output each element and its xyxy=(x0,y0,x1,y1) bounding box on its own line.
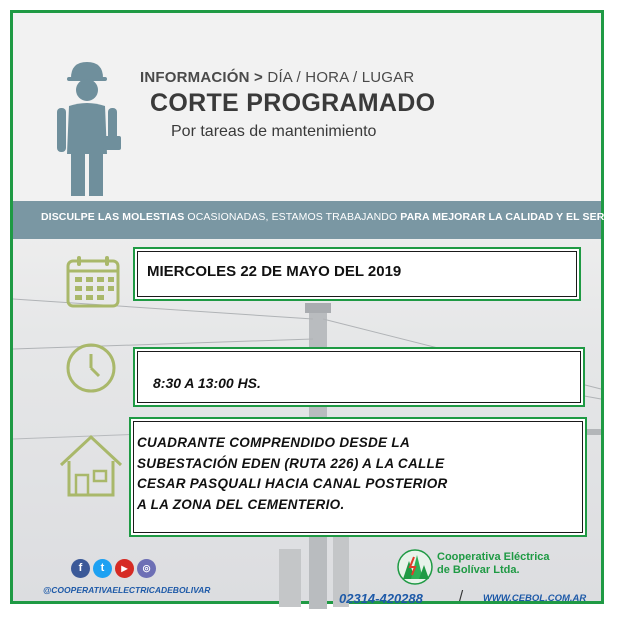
info-thin: DÍA / HORA / LUGAR xyxy=(267,69,415,86)
location-line-1: CUADRANTE COMPRENDIDO DESDE LA xyxy=(137,435,411,450)
youtube-icon[interactable]: ▶ xyxy=(115,559,134,578)
info-line xyxy=(140,69,414,86)
date-text: MIERCOLES 22 DE MAYO DEL 2019 xyxy=(147,263,402,280)
location-line-4: A LA ZONA DEL CEMENTERIO. xyxy=(137,496,345,512)
worker-icon xyxy=(53,58,123,198)
calendar-icon xyxy=(65,255,121,309)
phone-number[interactable]: 02314-420288 xyxy=(339,591,423,606)
cooperative-logo-icon xyxy=(397,547,433,587)
twitter-icon[interactable]: t xyxy=(93,559,112,578)
social-handle[interactable]: @COOPERATIVAELECTRICADEBOLIVAR xyxy=(43,585,211,595)
instagram-icon[interactable]: ◎ xyxy=(137,559,156,578)
cooperative-name xyxy=(437,551,550,577)
page-subtitle: Por tareas de mantenimiento xyxy=(171,123,377,140)
footer-separator: / xyxy=(459,588,464,605)
poster-frame xyxy=(10,10,636,606)
location-line-2: SUBESTACIÓN EDEN (RUTA 226) A LA CALLE xyxy=(137,455,445,471)
clock-icon xyxy=(65,342,117,394)
location-line-3: CESAR PASQUALI HACIA CANAL POSTERIOR xyxy=(137,476,448,491)
page-title: CORTE PROGRAMADO xyxy=(150,89,436,117)
apology-part3: PARA MEJORAR LA CALIDAD Y EL SERVICIO. xyxy=(400,211,636,223)
house-icon xyxy=(57,433,125,499)
info-bold: INFORMACIÓN > xyxy=(140,69,264,86)
website-link[interactable]: WWW.CEBOL.COM.AR xyxy=(483,593,587,604)
apology-part1: DISCULPE LAS MOLESTIAS xyxy=(41,211,185,223)
location-text xyxy=(137,433,448,515)
time-text: 8:30 A 13:00 HS. xyxy=(153,375,261,391)
cooperative-name-line1: Cooperativa Eléctrica xyxy=(437,551,550,563)
apology-part2: OCASIONADAS, ESTAMOS TRABAJANDO xyxy=(187,211,398,223)
cooperative-name-line2: de Bolívar Ltda. xyxy=(437,564,520,576)
apology-text xyxy=(41,211,636,223)
facebook-icon[interactable]: f xyxy=(71,559,90,578)
social-links xyxy=(71,559,156,578)
